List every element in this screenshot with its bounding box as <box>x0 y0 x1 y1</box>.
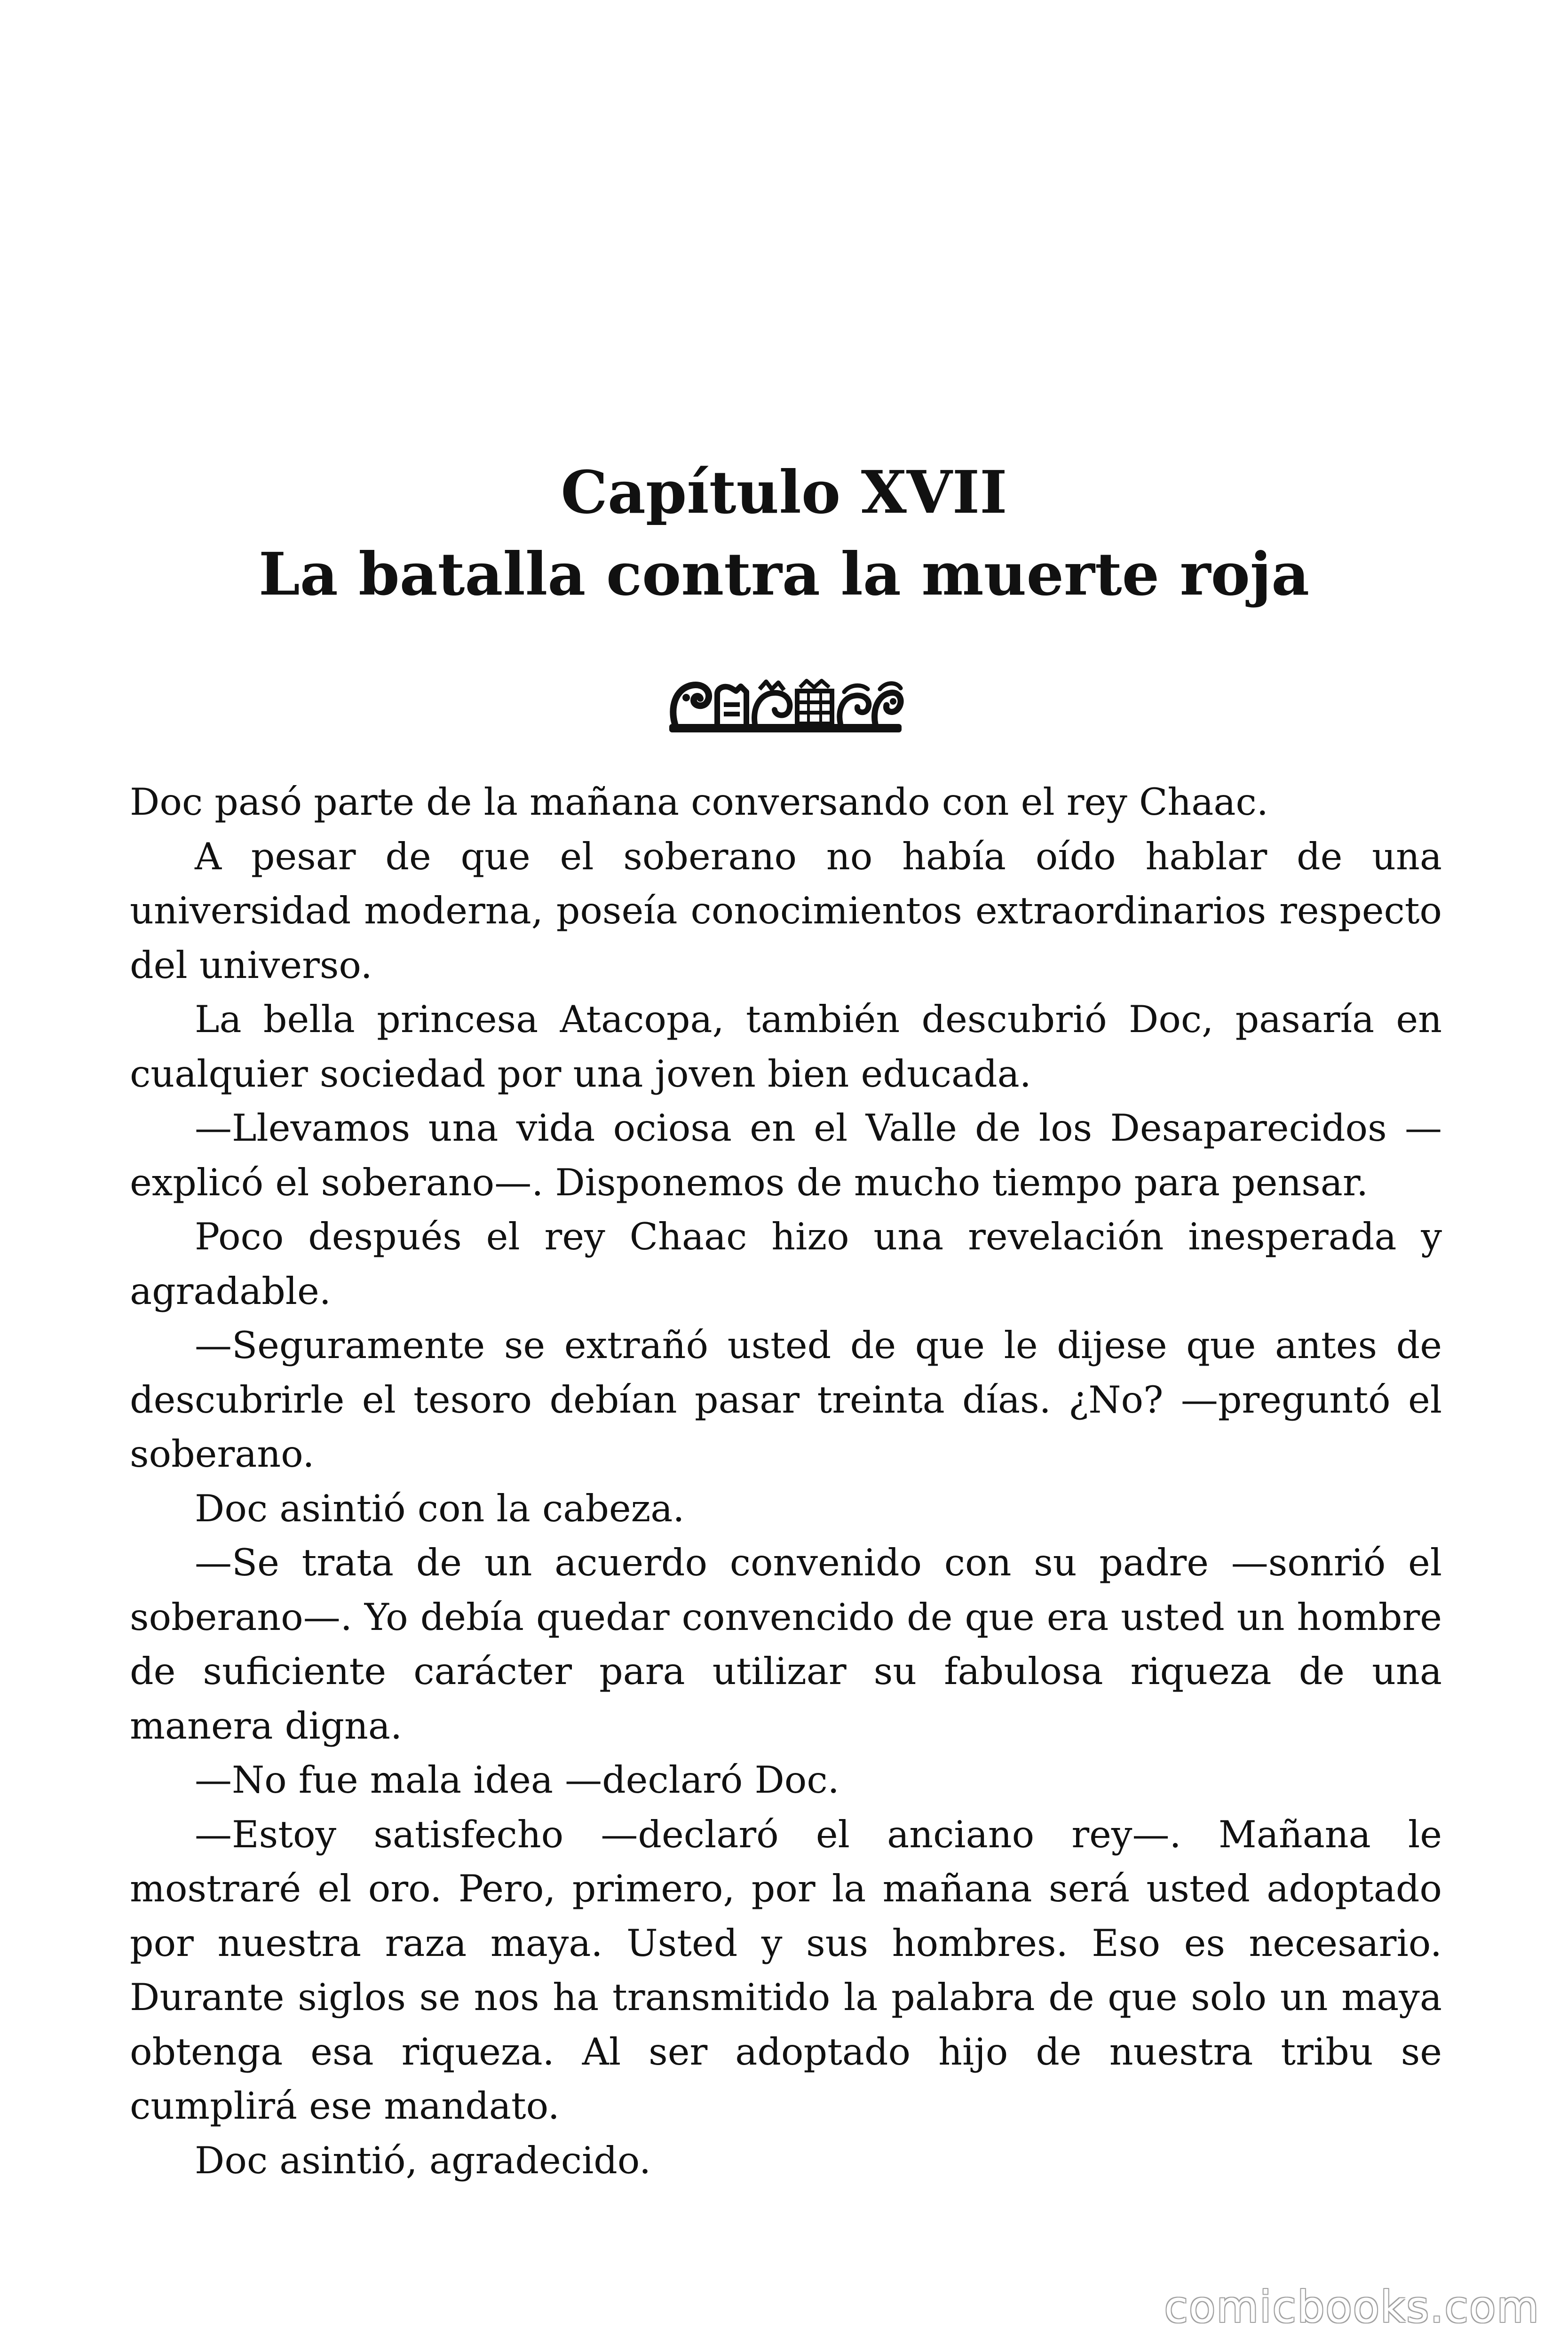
body-text <box>130 775 1442 2188</box>
paragraph: —Llevamos una vida ociosa en el Valle de los Desaparecidos —explicó el soberano—. Disponemos de mucho tiempo para pensar. <box>130 1106 1442 1204</box>
paragraph: Doc asintió con la cabeza. <box>195 1486 685 1530</box>
site-watermark: comicbooks.com <box>1164 2282 1540 2332</box>
paragraph: —Se trata de un acuerdo convenido con su padre —sonrió el soberano—. Yo debía quedar convencido de que era usted un hombre de suficiente carácter para utilizar su fabulosa riqueza de una manera digna. <box>130 1541 1442 1748</box>
chapter-heading <box>0 452 1568 615</box>
chapter-number: Capítulo XVII <box>561 458 1007 527</box>
paragraph: La bella princesa Atacopa, también descubrió Doc, pasaría en cualquier sociedad por una joven bien educada. <box>130 998 1442 1096</box>
paragraph: Poco después el rey Chaac hizo una revelación inesperada y agradable. <box>130 1215 1442 1313</box>
paragraph: A pesar de que el soberano no había oído hablar de una universidad moderna, poseía conocimientos extraordinarios respecto del universo. <box>130 834 1442 987</box>
paragraph: —Estoy satisfecho —declaró el anciano rey—. Mañana le mostraré el oro. Pero, primero, por la mañana será usted adoptado por nuestra raza maya. Usted y sus hombres. Eso es necesario. Durante siglos se nos ha transmitido la palabra de que solo un maya obtenga esa riqueza. Al ser adoptado hijo de nuestra tribu se cumplirá ese mandato. <box>130 1812 1442 2128</box>
maya-glyph-ornament-icon <box>665 675 905 741</box>
paragraph: Doc asintió, agradecido. <box>195 2138 651 2182</box>
paragraph: —No fue mala idea —declaró Doc. <box>195 1758 839 1802</box>
paragraph: —Seguramente se extrañó usted de que le dijese que antes de descubrirle el tesoro debían pasar treinta días. ¿No? —preguntó el soberano. <box>130 1324 1442 1476</box>
paragraph: Doc pasó parte de la mañana conversando con el rey Chaac. <box>130 780 1268 824</box>
chapter-title: La batalla contra la muerte roja <box>258 540 1310 609</box>
